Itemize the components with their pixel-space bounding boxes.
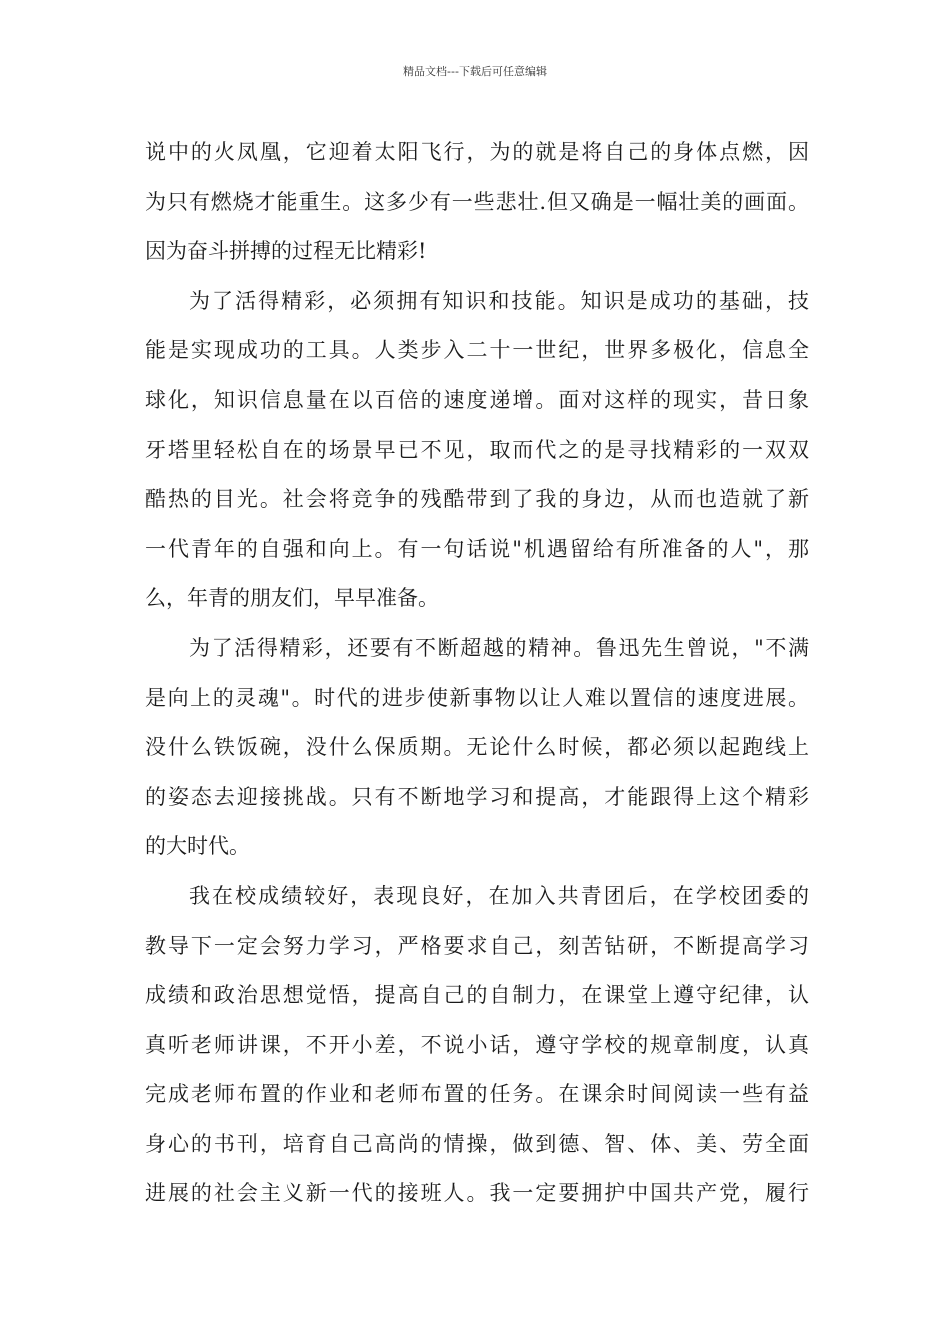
text-line: 因为奋斗拼搏的过程无比精彩! [145,239,427,264]
text-line: 为了活得精彩，必须拥有知识和技能。知识是成功的基础，技 [189,288,809,313]
text-line: 球化，知识信息量在以百倍的速度递增。面对这样的现实，昔日象 [145,387,809,412]
paragraph [145,128,809,277]
text-line: 身心的书刊，培育自己高尚的情操，做到德、智、体、美、劳全面 [145,1131,809,1156]
text-line: 完成老师布置的作业和老师布置的任务。在课余时间阅读一些有益 [145,1082,809,1107]
paragraph [145,624,809,872]
text-line: 教导下一定会努力学习，严格要求自己，刻苦钻研，不断提高学习 [145,933,809,958]
paragraph [145,277,809,624]
text-line: 说中的火凤凰，它迎着太阳飞行，为的就是将自己的身体点燃，因 [145,140,809,164]
text-line: 的姿态去迎接挑战。只有不断地学习和提高，才能跟得上这个精彩 [145,784,809,809]
page-header: 精品文档---下载后可任意编辑 [403,65,547,78]
text-line: 进展的社会主义新一代的接班人。我一定要拥护中国共产党，履行 [145,1181,809,1206]
text-line: 是向上的灵魂"。时代的进步使新事物以让人难以置信的速度进展。 [145,685,809,710]
text-line: 么，年青的朋友们，早早准备。 [145,586,439,611]
text-line: 的大时代。 [145,834,250,859]
text-line: 真听老师讲课，不开小差，不说小话，遵守学校的规章制度，认真 [145,1032,809,1057]
document-body [145,128,809,1219]
text-line: 一代青年的自强和向上。有一句话说"机遇留给有所准备的人"，那 [145,536,809,561]
text-line: 为只有燃烧才能重生。这多少有一些悲壮.但又确是一幅壮美的画面。 [145,189,809,214]
text-line: 能是实现成功的工具。人类步入二十一世纪，世界多极化，信息全 [145,338,809,363]
text-line: 酷热的目光。社会将竞争的残酷带到了我的身边，从而也造就了新 [145,487,809,512]
text-line: 为了活得精彩，还要有不断超越的精神。鲁迅先生曾说，"不满 [189,635,809,660]
text-line: 没什么铁饭碗，没什么保质期。无论什么时候，都必须以起跑线上 [145,735,809,760]
text-line: 成绩和政治思想觉悟，提高自己的自制力，在课堂上遵守纪律，认 [145,983,809,1008]
text-line: 牙塔里轻松自在的场景早已不见，取而代之的是寻找精彩的一双双 [145,437,809,462]
text-line: 我在校成绩较好，表现良好，在加入共青团后，在学校团委的 [189,883,809,908]
paragraph [145,872,809,1219]
